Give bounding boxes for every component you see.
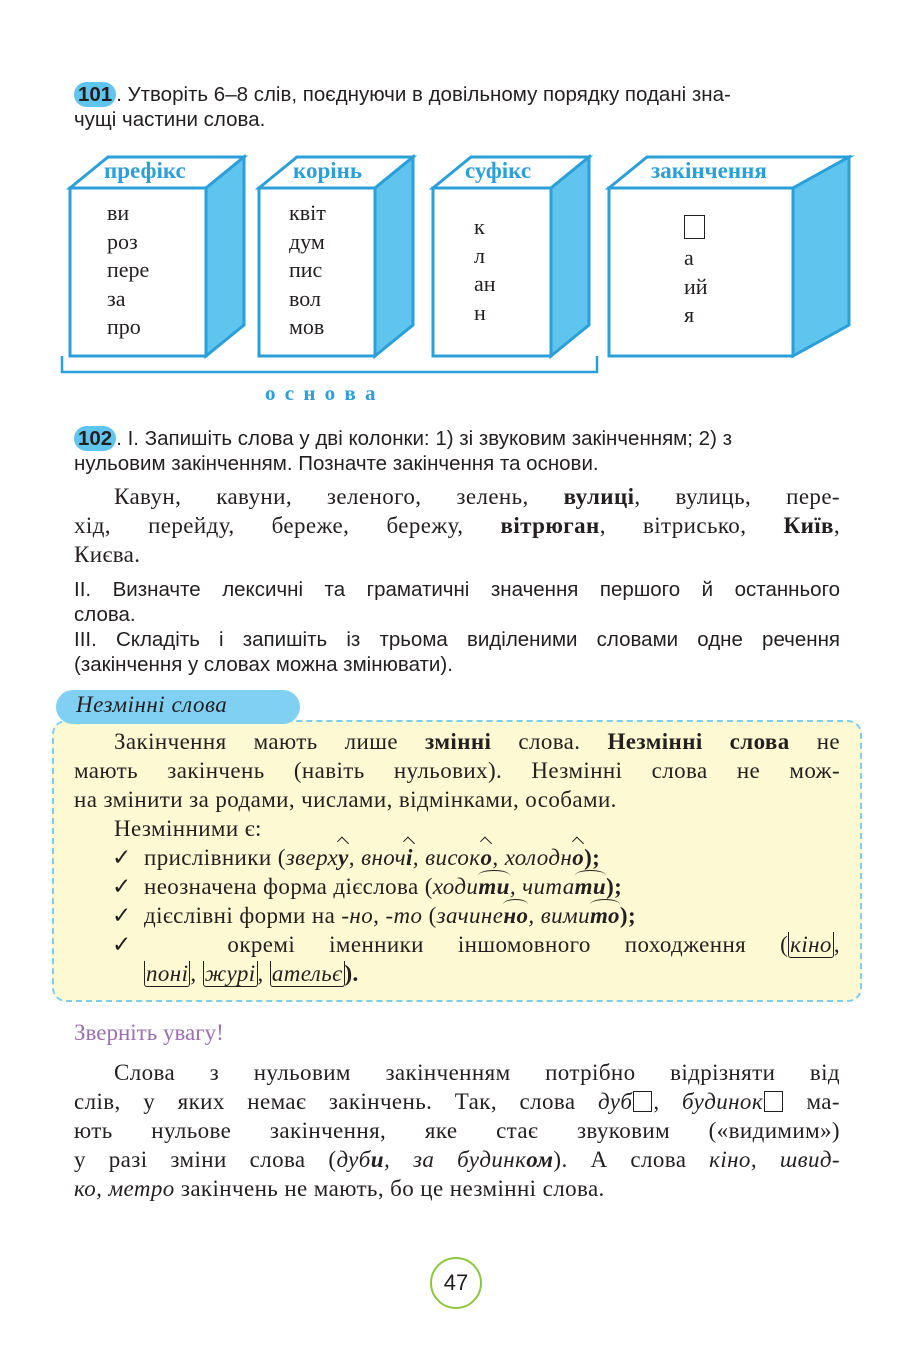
exercise-101 — [74, 82, 840, 132]
list-item: ви — [107, 200, 130, 225]
list-item: ан — [474, 271, 496, 296]
list-item: про — [107, 314, 141, 339]
list-item: ✓ окремі іменники іншомовного походження (кіно, — [112, 932, 840, 957]
list-item: квіт — [289, 200, 326, 225]
bold-word: вулиці — [563, 484, 635, 509]
root-list — [289, 199, 326, 342]
exercise-text: . Утворіть 6–8 слів, поєднуючи в довільному порядку подані зна- — [116, 83, 731, 106]
list-item: н — [474, 299, 486, 325]
list-item: пере — [107, 257, 150, 282]
list-item: поні, журі, ательє). — [146, 961, 359, 986]
list-item: за — [107, 285, 126, 311]
exercise-text: нульовим закінченням. Позначте закінчення та основи. — [74, 452, 599, 475]
list-item: ий — [684, 273, 708, 299]
cube-root — [259, 157, 413, 356]
page-number: 47 — [430, 1257, 482, 1309]
zero-ending-square — [764, 1091, 783, 1112]
exercise-number: 102 — [74, 426, 116, 451]
rule-text: Закінчення мають лише змінні слова. Незмінні слова не мають закінчень (навіть нульових). Незмінні слова не мож- на змінити за родами, числами, відмінками, особами. Незмінними є: — [74, 729, 841, 841]
list-item: л — [474, 242, 485, 268]
list-item: к — [474, 214, 485, 239]
list-item: пис — [289, 257, 323, 282]
osnova-label: о с н о в а — [265, 381, 378, 405]
cube-label-root: корінь — [293, 158, 363, 183]
zero-ending-square — [633, 1091, 652, 1112]
list-item: дум — [289, 228, 325, 254]
zero-ending-square — [684, 215, 705, 239]
cube-suffix — [433, 157, 589, 356]
list-item: ✓ неозначена форма дієслова (ходити, читати); — [112, 874, 623, 899]
list-item: ✓ дієслівні форми на -но, -то (зачинено, вимито); — [112, 903, 637, 928]
ending-list — [684, 244, 708, 330]
bold-word: Київ — [783, 513, 834, 538]
prefix-list — [107, 199, 149, 342]
exercise-102-parts: ІІ. Визначте лексичні та граматичні значення першого й останнього слова. ІІІ. Складіть і запишіть із трьома виділеними словами одне речення (закінчення у словах можна змінювати). — [74, 578, 840, 676]
list-item: роз — [107, 228, 138, 254]
suffix-list — [474, 213, 496, 327]
list-item: мов — [289, 314, 325, 339]
exercise-text: чущі частини слова. — [74, 108, 266, 131]
rule-bullets — [112, 843, 840, 988]
cube-label-suffix: суфікс — [465, 158, 532, 183]
cube-prefix — [70, 157, 244, 356]
attention-text: Слова з нульовим закінченням потрібно відрізняти від слів, у яких немає закінчень. Так, слова дуб , будинок ма- ють нульове закінчення, яке стає звуковим («видимим») у разі зміни слова (дуби, за будинком). А слова кіно, швид- ко, метро закінчень не мають, бо це незмінні слова. — [74, 1060, 840, 1201]
cube-label-ending: закінчення — [651, 158, 767, 183]
word-list: Кавун, кавуни, зеленого, зелень, вулиці, вулиць, пере- хід, перейду, береже, бережу, вітрюган, вітрисько, Київ, Києва. — [74, 484, 840, 567]
rule-title: Незмінні слова — [76, 692, 228, 717]
cube-ending — [609, 157, 849, 356]
attention-title: Зверніть увагу! — [74, 1020, 224, 1045]
cube-label-prefix: префікс — [104, 158, 186, 183]
list-item: ✓ прислівники (зверху, вночі, високо, холодно); — [112, 845, 601, 870]
list-item: а — [684, 245, 694, 270]
osnova-bracket — [62, 356, 597, 372]
list-item: я — [684, 302, 695, 327]
exercise-102 — [74, 426, 840, 476]
bold-word: вітрюган — [500, 513, 600, 538]
exercise-text: . І. Запишіть слова у дві колонки: 1) зі звуковим закінченням; 2) з — [116, 427, 732, 450]
list-item: вол — [289, 285, 321, 311]
exercise-number: 101 — [74, 82, 116, 107]
